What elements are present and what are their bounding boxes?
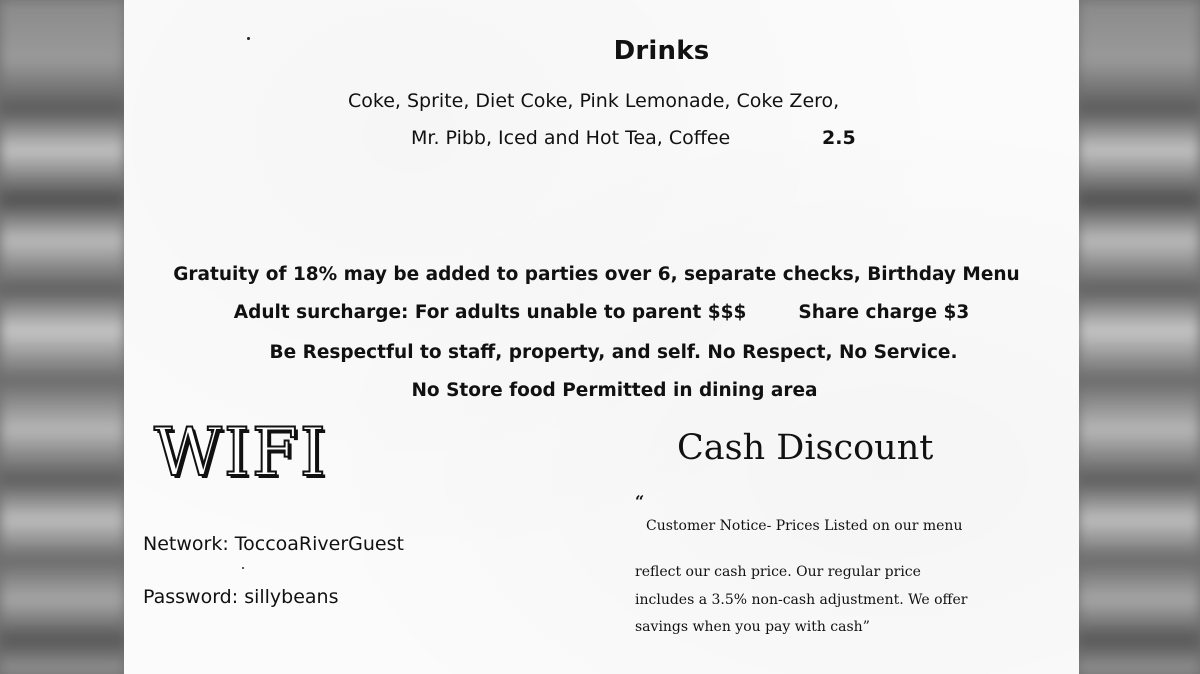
wifi-password: Password: sillybeans bbox=[143, 586, 339, 608]
gratuity-policy: Gratuity of 18% may be added to parties over 6, separate checks, Birthday Menu bbox=[173, 264, 1020, 285]
surcharge-policy-line bbox=[124, 302, 1079, 323]
adult-surcharge-text: Adult surcharge: For adults unable to parent $$$ bbox=[233, 302, 747, 323]
paper-speck bbox=[242, 567, 244, 569]
menu-page bbox=[124, 0, 1079, 674]
wifi-heading: WIFI bbox=[154, 414, 328, 491]
cash-notice-line-1: Customer Notice- Prices Listed on our menu bbox=[646, 518, 963, 534]
cash-notice-line-4: savings when you pay with cash” bbox=[635, 619, 870, 635]
drinks-price: 2.5 bbox=[822, 127, 856, 149]
wifi-network: Network: ToccoaRiverGuest bbox=[143, 533, 404, 555]
drinks-list-line-2: Mr. Pibb, Iced and Hot Tea, Coffee bbox=[411, 127, 731, 149]
cash-notice-line-2: reflect our cash price. Our regular price bbox=[635, 564, 921, 580]
respect-policy: Be Respectful to staff, property, and self. No Respect, No Service. bbox=[269, 342, 958, 363]
drinks-heading: Drinks bbox=[613, 36, 710, 66]
blurred-background-left bbox=[0, 0, 125, 674]
cash-discount-heading: Cash Discount bbox=[677, 428, 934, 468]
opening-quote-mark: “ bbox=[635, 492, 645, 511]
blurred-background-right bbox=[1078, 0, 1200, 674]
drinks-list-line-1: Coke, Sprite, Diet Coke, Pink Lemonade, Coke Zero, bbox=[348, 90, 840, 112]
share-charge-text: Share charge $3 bbox=[798, 302, 970, 323]
cash-notice-line-3: includes a 3.5% non-cash adjustment. We offer bbox=[635, 592, 968, 608]
store-food-policy: No Store food Permitted in dining area bbox=[411, 380, 818, 401]
